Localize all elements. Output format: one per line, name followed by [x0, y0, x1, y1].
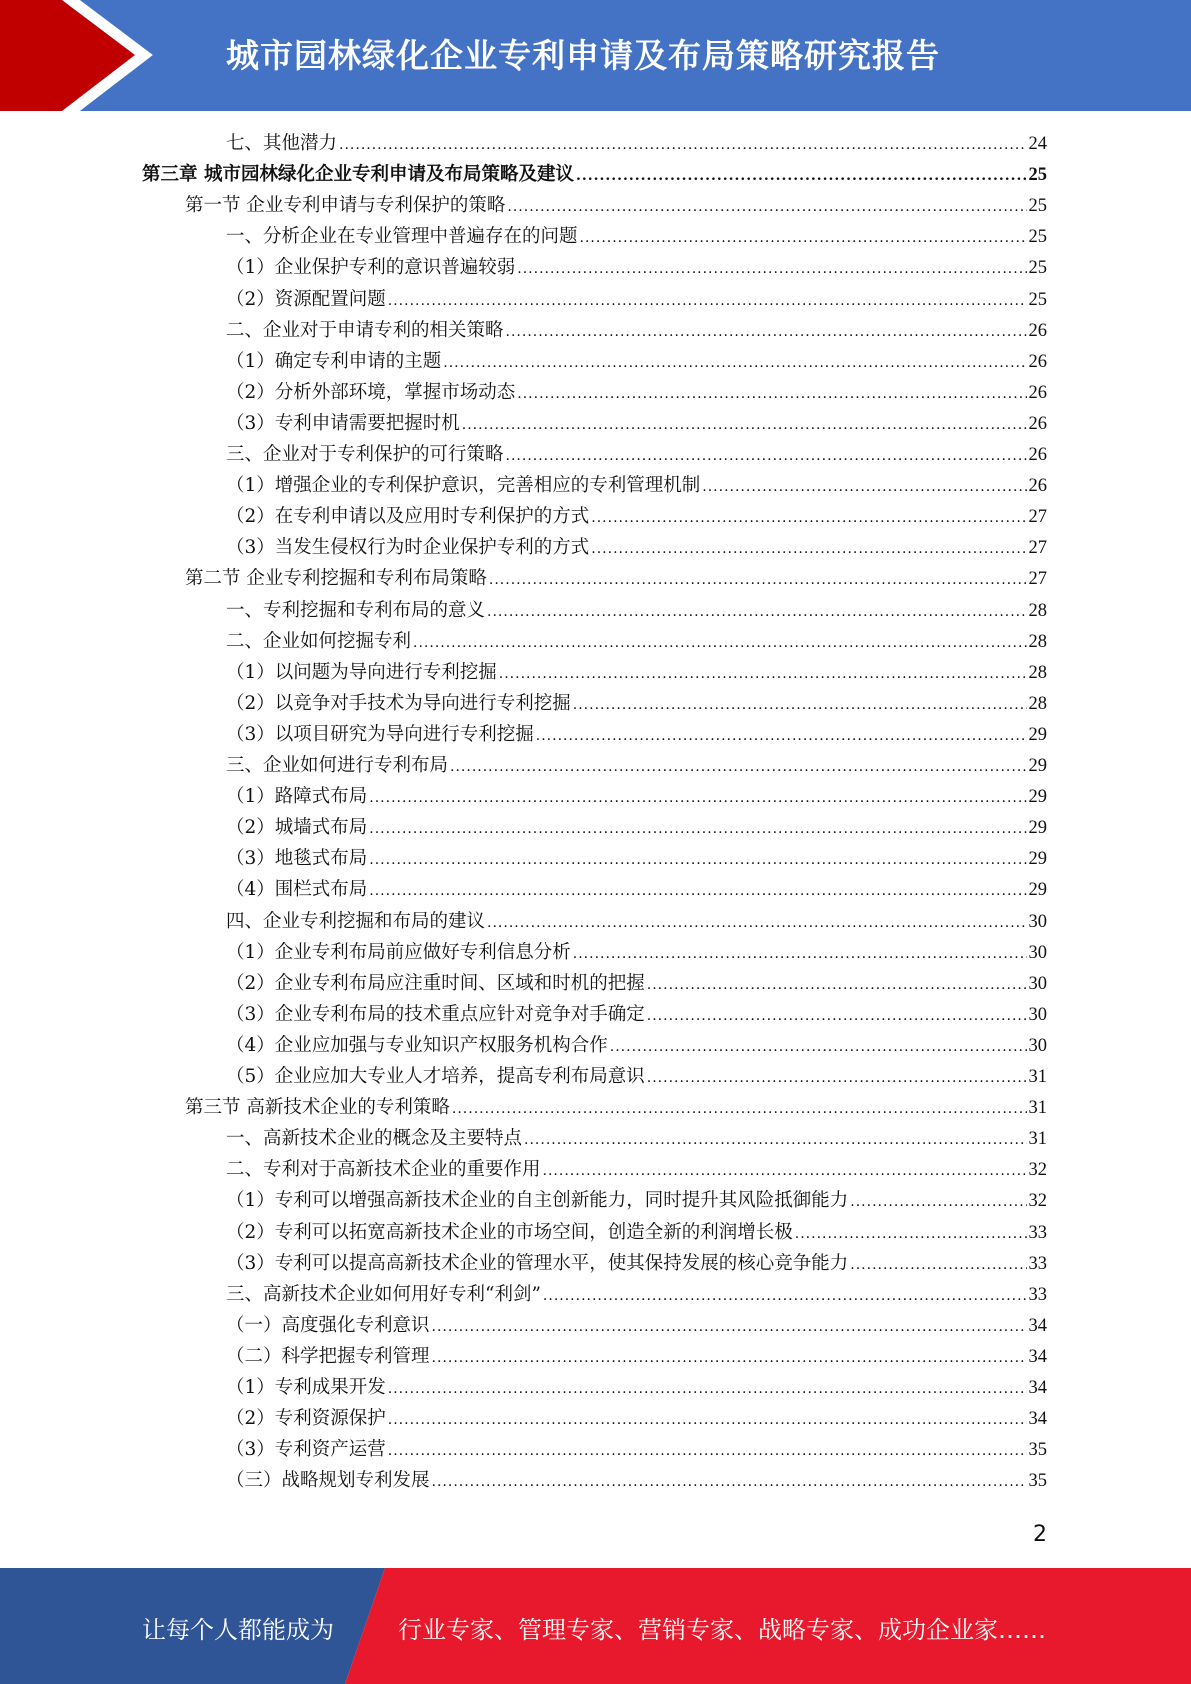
toc-entry-title: （3）地毯式布局: [226, 848, 368, 870]
toc-entry[interactable]: [226, 1465, 1047, 1496]
toc-entry[interactable]: [226, 1279, 1047, 1310]
toc-entry[interactable]: [226, 315, 1047, 346]
toc-entry-title: （1）企业保护专利的意识普遍较弱: [226, 257, 516, 279]
toc-entry-title: （1）专利成果开发: [226, 1377, 386, 1398]
toc-leader-dots: [647, 970, 1027, 1001]
toc-entry-page: 27: [1028, 507, 1047, 528]
toc-entry[interactable]: [226, 221, 1047, 252]
toc-entry[interactable]: [226, 968, 1047, 999]
toc-entry-title: 三、企业对于专利保护的可行策略: [226, 444, 504, 465]
toc-entry[interactable]: [226, 874, 1047, 905]
toc-entry-page: 30: [1028, 911, 1047, 932]
toc-entry-title: （2）城墙式布局: [226, 817, 368, 839]
toc-entry-title: 三、企业如何进行专利布局: [226, 755, 449, 776]
toc-entry-page: 26: [1028, 320, 1047, 341]
toc-entry[interactable]: [226, 284, 1047, 315]
toc-entry-page: 25: [1028, 196, 1047, 217]
toc-entry-title: （3）专利申请需要把握时机: [226, 412, 460, 434]
toc-entry-page: 27: [1028, 538, 1047, 559]
toc-entry-page: 32: [1028, 1191, 1047, 1212]
toc-leader-dots: [536, 721, 1027, 752]
toc-entry[interactable]: [226, 439, 1047, 470]
toc-entry-title: 一、专利挖掘和专利布局的意义: [226, 599, 486, 621]
toc-entry[interactable]: [226, 999, 1047, 1030]
toc-leader-dots: [432, 1312, 1027, 1343]
toc-entry-title: （1）增强企业的专利保护意识，完善相应的专利管理机制: [226, 475, 701, 497]
toc-leader-dots: [647, 1063, 1027, 1094]
toc-leader-dots: [543, 1156, 1027, 1187]
toc-entry-title: 第三节 高新技术企业的专利策略: [185, 1097, 450, 1119]
toc-entry-title: （1）企业专利布局前应做好专利信息分析: [226, 941, 571, 963]
toc-leader-dots: [517, 379, 1026, 410]
toc-entry-title: （1）专利可以增强高新技术企业的自主创新能力，同时提升其风险抵御能力: [226, 1190, 849, 1212]
toc-entry-page: 28: [1028, 693, 1047, 714]
toc-leader-dots: [369, 876, 1026, 907]
toc-leader-dots: [610, 1032, 1027, 1063]
toc-entry[interactable]: [226, 252, 1047, 283]
toc-leader-dots: [432, 1343, 1027, 1374]
toc-leader-dots: [850, 1187, 1026, 1218]
toc-entry-page: 26: [1028, 413, 1047, 434]
toc-entry[interactable]: [226, 346, 1047, 377]
toc-leader-dots: [369, 814, 1026, 845]
toc-entry-page: 29: [1028, 787, 1047, 808]
toc-entry-title: （2）在专利申请以及应用时专利保护的方式: [226, 506, 590, 528]
page-number: 2: [1033, 1522, 1047, 1547]
toc-entry-title: （2）企业专利布局应注重时间、区域和时机的把握: [226, 972, 645, 994]
toc-leader-dots: [443, 348, 1026, 379]
toc-entry[interactable]: [226, 626, 1047, 657]
toc-entry-page: 34: [1028, 1346, 1047, 1367]
toc-entry[interactable]: [226, 1030, 1047, 1061]
toc-entry-title: （1）以问题为导向进行专利挖掘: [226, 661, 497, 683]
toc-entry-page: 28: [1028, 631, 1047, 652]
toc-entry-page: 29: [1028, 818, 1047, 839]
toc-entry[interactable]: [226, 501, 1047, 532]
toc-leader-dots: [702, 472, 1026, 503]
toc-entry-page: 33: [1028, 1284, 1047, 1305]
toc-entry[interactable]: [226, 657, 1047, 688]
toc-leader-dots: [388, 1405, 1027, 1436]
toc-entry[interactable]: [226, 1123, 1047, 1154]
toc-entry-page: 29: [1028, 880, 1047, 901]
toc-entry[interactable]: [226, 1217, 1047, 1248]
toc-entry[interactable]: [226, 812, 1047, 843]
toc-entry-page: 34: [1028, 1378, 1047, 1398]
toc-entry-title: （2）分析外部环境，掌握市场动态: [226, 381, 516, 403]
toc-entry-title: 第一节 企业专利申请与专利保护的策略: [185, 195, 506, 217]
toc-entry[interactable]: [226, 1310, 1047, 1341]
toc-entry[interactable]: [226, 470, 1047, 501]
toc-leader-dots: [591, 503, 1026, 534]
toc-entry-page: 25: [1028, 258, 1047, 279]
toc-leader-dots: [432, 1467, 1027, 1498]
toc-entry-title: 四、企业专利挖掘和布局的建议: [226, 910, 486, 932]
toc-leader-dots: [369, 845, 1026, 876]
toc-leader-dots: [524, 1125, 1026, 1156]
toc-entry-title: 七、其他潜力: [226, 133, 338, 154]
toc-entry-page: 25: [1028, 227, 1047, 248]
document-title: 城市园林绿化企业专利申请及布局策略研究报告: [226, 36, 940, 75]
toc-entry-title: （一）高度强化专利意识: [226, 1314, 430, 1336]
footer-slogan-left: 让每个人都能成为: [142, 1616, 334, 1644]
toc-entry-page: 34: [1028, 1315, 1047, 1336]
toc-entry-title: （3）专利资产运营: [226, 1439, 386, 1461]
toc-entry[interactable]: [226, 750, 1047, 781]
toc-leader-dots: [517, 254, 1026, 285]
toc-entry[interactable]: [226, 1185, 1047, 1216]
toc-leader-dots: [452, 1094, 1027, 1125]
toc-entry-page: 31: [1028, 1067, 1047, 1087]
toc-entry-page: 28: [1028, 600, 1047, 621]
toc-entry[interactable]: [226, 1403, 1047, 1434]
toc-leader-dots: [795, 1219, 1027, 1250]
toc-entry[interactable]: [226, 1154, 1047, 1185]
toc-entry-page: 33: [1028, 1253, 1047, 1274]
toc-entry-title: （2）专利可以拓宽高新技术企业的市场空间，创造全新的利润增长极: [226, 1221, 793, 1243]
toc-entry[interactable]: [226, 1061, 1047, 1092]
toc-entry[interactable]: [226, 1372, 1047, 1403]
toc-leader-dots: [388, 1374, 1027, 1405]
toc-entry-title: 第二节 企业专利挖掘和专利布局策略: [185, 568, 487, 590]
toc-entry-page: 35: [1028, 1471, 1047, 1492]
toc-entry[interactable]: [226, 595, 1047, 626]
toc-entry[interactable]: [226, 906, 1047, 937]
toc-entry[interactable]: [226, 377, 1047, 408]
toc-leader-dots: [487, 908, 1026, 939]
toc-entry[interactable]: [226, 688, 1047, 719]
toc-entry-page: 29: [1028, 756, 1047, 776]
toc-entry[interactable]: [226, 532, 1047, 563]
toc-entry[interactable]: [226, 1434, 1047, 1465]
toc-entry[interactable]: [226, 1341, 1047, 1372]
toc-entry-page: 27: [1028, 569, 1047, 590]
toc-entry[interactable]: [226, 128, 1047, 159]
toc-entry-title: （4）企业应加强与专业知识产权服务机构合作: [226, 1034, 608, 1056]
toc-entry-title: 一、分析企业在专业管理中普遍存在的问题: [226, 226, 578, 248]
toc-leader-dots: [489, 565, 1027, 596]
toc-entry-title: 三、高新技术企业如何用好专利“利剑”: [226, 1283, 541, 1305]
toc-entry-page: 24: [1028, 134, 1047, 154]
toc-entry[interactable]: [226, 843, 1047, 874]
toc-leader-dots: [850, 1250, 1026, 1281]
toc-entry-title: （三）战略规划专利发展: [226, 1470, 430, 1492]
toc-leader-dots: [499, 659, 1027, 690]
toc-leader-dots: [580, 223, 1027, 254]
toc-entry-page: 30: [1028, 942, 1047, 963]
toc-entry[interactable]: [185, 563, 1047, 594]
toc-entry-title: 二、企业对于申请专利的相关策略: [226, 319, 504, 341]
toc-entry-page: 29: [1028, 849, 1047, 870]
toc-entry[interactable]: [226, 408, 1047, 439]
toc-entry-page: 30: [1028, 1004, 1047, 1025]
footer-slogan-right: 行业专家、管理专家、营销专家、战略专家、成功企业家……: [398, 1616, 1046, 1644]
toc-entry[interactable]: [142, 159, 1047, 190]
toc-leader-dots: [462, 410, 1027, 441]
toc-entry-page: 25: [1028, 289, 1047, 310]
toc-leader-dots: [388, 286, 1027, 317]
toc-entry-title: 一、高新技术企业的概念及主要特点: [226, 1128, 523, 1150]
toc-entry-title: （3）当发生侵权行为时企业保护专利的方式: [226, 537, 590, 559]
toc-entry-title: 二、企业如何挖掘专利: [226, 630, 412, 652]
toc-entry-page: 25: [1028, 165, 1047, 186]
toc-entry-page: 35: [1028, 1440, 1047, 1461]
toc-entry-title: （3）专利可以提高高新技术企业的管理水平，使其保持发展的核心竞争能力: [226, 1252, 849, 1274]
toc-entry-title: （4）围栏式布局: [226, 879, 368, 901]
toc-entry-title: 二、专利对于高新技术企业的重要作用: [226, 1159, 541, 1181]
toc-entry-page: 30: [1028, 973, 1047, 994]
toc-entry-page: 31: [1028, 1098, 1047, 1119]
toc-entry[interactable]: [226, 937, 1047, 968]
toc-leader-dots: [413, 628, 1026, 659]
toc-entry-title: （3）以项目研究为导向进行专利挖掘: [226, 723, 534, 745]
toc-entry[interactable]: [185, 1092, 1047, 1123]
toc-leader-dots: [487, 597, 1026, 628]
toc-leader-dots: [339, 130, 1026, 161]
toc-entry-page: 26: [1028, 351, 1047, 372]
toc-entry-page: 30: [1028, 1035, 1047, 1056]
toc-entry-title: 第三章 城市园林绿化企业专利申请及布局策略及建议: [142, 164, 574, 186]
toc-entry-page: 26: [1028, 445, 1047, 465]
toc-entry-page: 26: [1028, 476, 1047, 497]
toc-entry[interactable]: [226, 719, 1047, 750]
toc-entry-page: 28: [1028, 662, 1047, 683]
toc-leader-dots: [450, 752, 1026, 783]
toc-entry[interactable]: [185, 190, 1047, 221]
toc-leader-dots: [573, 939, 1027, 970]
toc-entry-page: 26: [1028, 382, 1047, 403]
toc-leader-dots: [506, 441, 1027, 472]
header-banner: [0, 0, 1191, 111]
toc-entry-title: （2）以竞争对手技术为导向进行专利挖掘: [226, 692, 571, 714]
toc-leader-dots: [647, 1001, 1027, 1032]
toc-entry-page: 31: [1028, 1129, 1047, 1150]
toc-entry-title: （2）专利资源保护: [226, 1408, 386, 1430]
toc-entry[interactable]: [226, 781, 1047, 812]
toc-entry-page: 29: [1028, 724, 1047, 745]
toc-entry-title: （1）确定专利申请的主题: [226, 350, 442, 372]
toc-leader-dots: [573, 690, 1027, 721]
footer-banner: [0, 1568, 1191, 1684]
toc-leader-dots: [369, 783, 1026, 814]
toc-leader-dots: [388, 1436, 1027, 1467]
toc-leader-dots: [591, 534, 1026, 565]
toc-entry-title: （5）企业应加大专业人才培养，提高专利布局意识: [226, 1066, 645, 1087]
toc-entry-title: （1）路障式布局: [226, 786, 368, 808]
toc-entry-page: 32: [1028, 1160, 1047, 1181]
toc-entry-page: 34: [1028, 1409, 1047, 1430]
toc-leader-dots: [576, 161, 1027, 192]
toc-entry-title: （二）科学把握专利管理: [226, 1345, 430, 1367]
toc-leader-dots: [543, 1281, 1027, 1312]
toc-entry[interactable]: [226, 1248, 1047, 1279]
toc-entry-title: （3）企业专利布局的技术重点应针对竞争对手确定: [226, 1003, 645, 1025]
toc-entry-title: （2）资源配置问题: [226, 288, 386, 310]
toc-leader-dots: [506, 317, 1027, 348]
toc-leader-dots: [507, 192, 1026, 223]
toc-entry-page: 33: [1028, 1222, 1047, 1243]
